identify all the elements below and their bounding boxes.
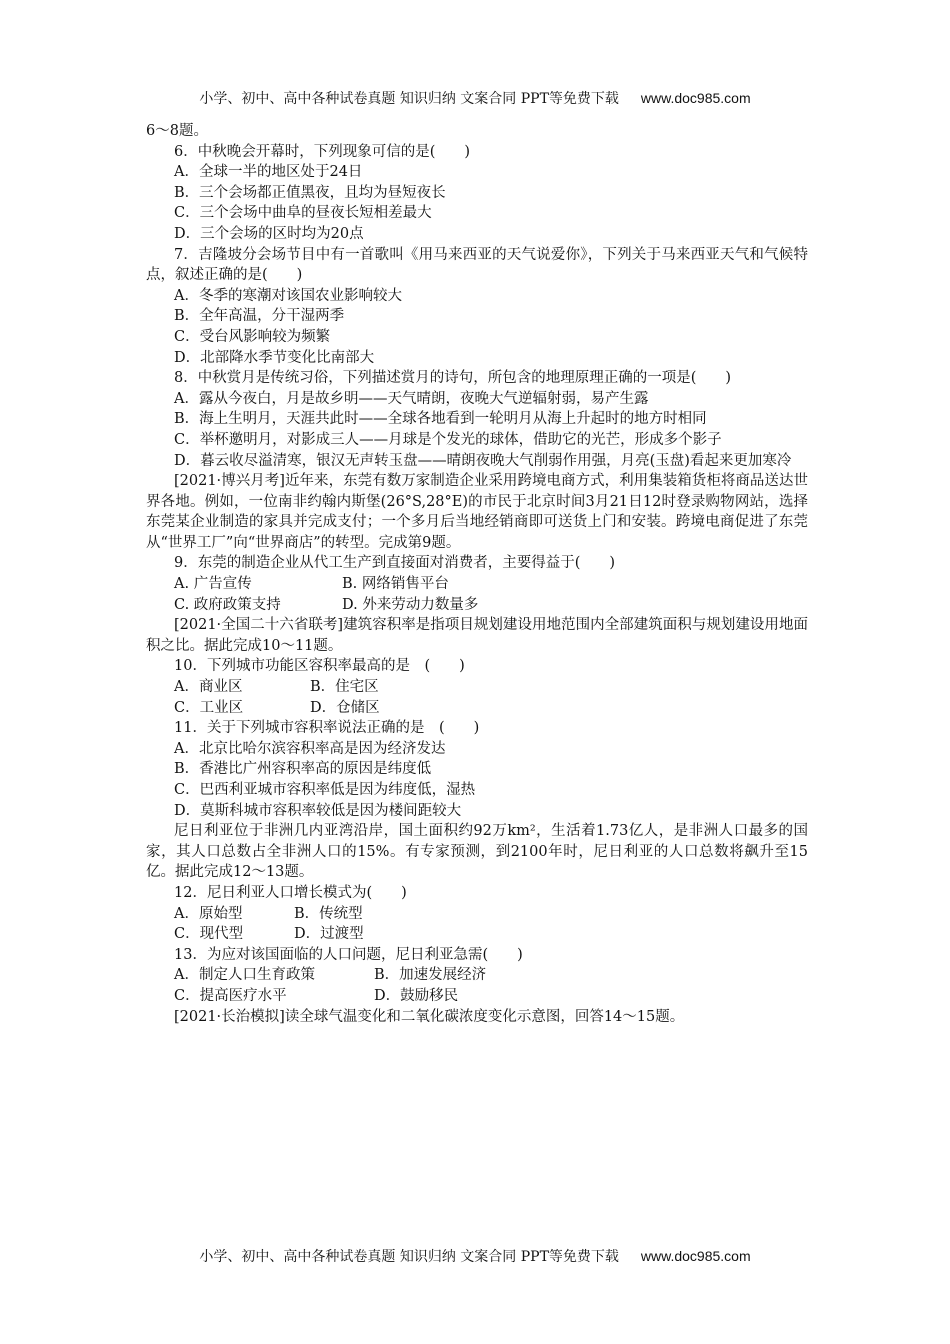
option-10d: D．仓储区 [310, 699, 380, 716]
question-11: 11．关于下列城市容积率说法正确的是 ( ) [174, 720, 480, 737]
footer-site-link[interactable]: www.doc985.com [640, 1248, 751, 1264]
footer-text: 小学、初中、高中各种试卷真题 知识归纳 文案合同 PPT等免费下载 [199, 1249, 619, 1265]
page-footer [0, 1246, 950, 1266]
option-13d: D．鼓励移民 [374, 987, 459, 1004]
option-6d: D．三个会场的区时均为20点 [174, 225, 364, 242]
option-12d: D．过渡型 [294, 926, 364, 943]
option-10b: B．住宅区 [310, 679, 379, 696]
option-9d: D. 外来劳动力数量多 [342, 596, 479, 613]
header-text: 小学、初中、高中各种试卷真题 知识归纳 文案合同 PPT等免费下载 [199, 91, 619, 107]
option-12a: A．原始型 [174, 905, 243, 922]
options-9ab [146, 574, 808, 595]
options-13cd [146, 986, 808, 1007]
options-9cd [146, 595, 808, 616]
options-12ab [146, 904, 808, 925]
option-7c: C．受台风影响较为频繁 [174, 328, 331, 345]
question-12: 12．尼日利亚人口增长模式为( ) [174, 884, 407, 901]
header-site-link[interactable]: www.doc985.com [640, 90, 751, 106]
option-10c: C．工业区 [174, 699, 244, 716]
page-header [0, 88, 950, 108]
option-9b: B. 网络销售平台 [342, 576, 449, 593]
option-13a: A．制定人口生育政策 [174, 967, 315, 984]
option-13c: C．提高医疗水平 [174, 987, 287, 1004]
question-8: 8．中秋赏月是传统习俗，下列描述赏月的诗句，所包含的地理原理正确的一项是( ) [174, 370, 732, 387]
option-8d: D．暮云收尽溢清寒，银汉无声转玉盘——晴朗夜晚大气削弱作用强，月亮(玉盘)看起来更加寒冷 [174, 452, 792, 469]
option-7d: D．北部降水季节变化比南部大 [174, 349, 375, 366]
passage-10: [2021·全国二十六省联考]建筑容积率是指项目规划建设用地范围内全部建筑面积与规划建设用地面积之比。据此完成10～11题。 [146, 617, 808, 654]
option-12c: C．现代型 [174, 926, 244, 943]
option-8b: B．海上生明月，天涯共此时——全球各地看到一轮明月从海上升起时的地方时相同 [174, 411, 707, 428]
option-8c: C．举杯邀明月，对影成三人——月球是个发光的球体，借助它的光芒，形成多个影子 [174, 431, 722, 448]
passage-14: [2021·长治模拟]读全球气温变化和二氧化碳浓度变化示意图，回答14～15题。 [174, 1008, 685, 1025]
option-11d: D．莫斯科城市容积率较低是因为楼间距较大 [174, 802, 462, 819]
question-9: 9．东莞的制造企业从代工生产到直接面对消费者，主要得益于( ) [174, 555, 616, 572]
question-7: 7．吉隆坡分会场节目中有一首歌叫《用马来西亚的天气说爱你》，下列关于马来西亚天气和气候特点，叙述正确的是( ) [146, 246, 808, 284]
option-8a: A．露从今夜白，月是故乡明——天气晴朗，夜晚大气逆辐射弱，易产生露 [174, 390, 649, 407]
text-line: 6～8题。 [146, 123, 208, 139]
options-10ab [146, 677, 808, 698]
passage-12: 尼日利亚位于非洲几内亚湾沿岸，国土面积约92万km²，生活着1.73亿人，是非洲人口最多的国家，其人口总数占全非洲人口的15%。有专家预测，到2100年时，尼日利亚的人口总数将飙升至15亿。据此完成12～13题。 [146, 823, 808, 881]
option-9c: C. 政府政策支持 [174, 596, 281, 613]
option-11a: A．北京比哈尔滨容积率高是因为经济发达 [174, 740, 446, 757]
option-6c: C．三个会场中曲阜的昼夜长短相差最大 [174, 205, 432, 222]
option-6a: A．全球一半的地区处于24日 [174, 164, 363, 181]
option-7a: A．冬季的寒潮对该国农业影响较大 [174, 287, 402, 304]
document-body [146, 121, 808, 1027]
option-9a: A. 广告宣传 [174, 576, 252, 593]
options-13ab [146, 965, 808, 986]
passage-9: [2021·博兴月考]近年来，东莞有数万家制造企业采用跨境电商方式，利用集装箱货柜将商品送达世界各地。例如，一位南非约翰内斯堡(26°S,28°E)的市民于北京时间3月21日12时登录购物网站，选择东莞某企业制造的家具并完成支付；一个多月后当地经销商即可送货上门和安装。跨境电商促进了东莞从“世界工厂”向“世界商店”的转型。完成第9题。 [146, 473, 808, 551]
question-6: 6．中秋晚会开幕时，下列现象可信的是( ) [174, 143, 471, 160]
options-10cd [146, 698, 808, 719]
options-12cd [146, 924, 808, 945]
option-13b: B．加速发展经济 [374, 967, 487, 984]
option-11b: B．香港比广州容积率高的原因是纬度低 [174, 761, 432, 778]
option-7b: B．全年高温，分干湿两季 [174, 308, 345, 325]
option-11c: C．巴西利亚城市容积率低是因为纬度低，湿热 [174, 782, 476, 798]
question-13: 13．为应对该国面临的人口问题，尼日利亚急需( ) [174, 946, 523, 963]
option-10a: A．商业区 [174, 679, 243, 696]
option-6b: B．三个会场都正值黑夜，且均为昼短夜长 [174, 184, 446, 201]
question-10: 10．下列城市功能区容积率最高的是 ( ) [174, 658, 465, 675]
option-12b: B．传统型 [294, 905, 363, 922]
